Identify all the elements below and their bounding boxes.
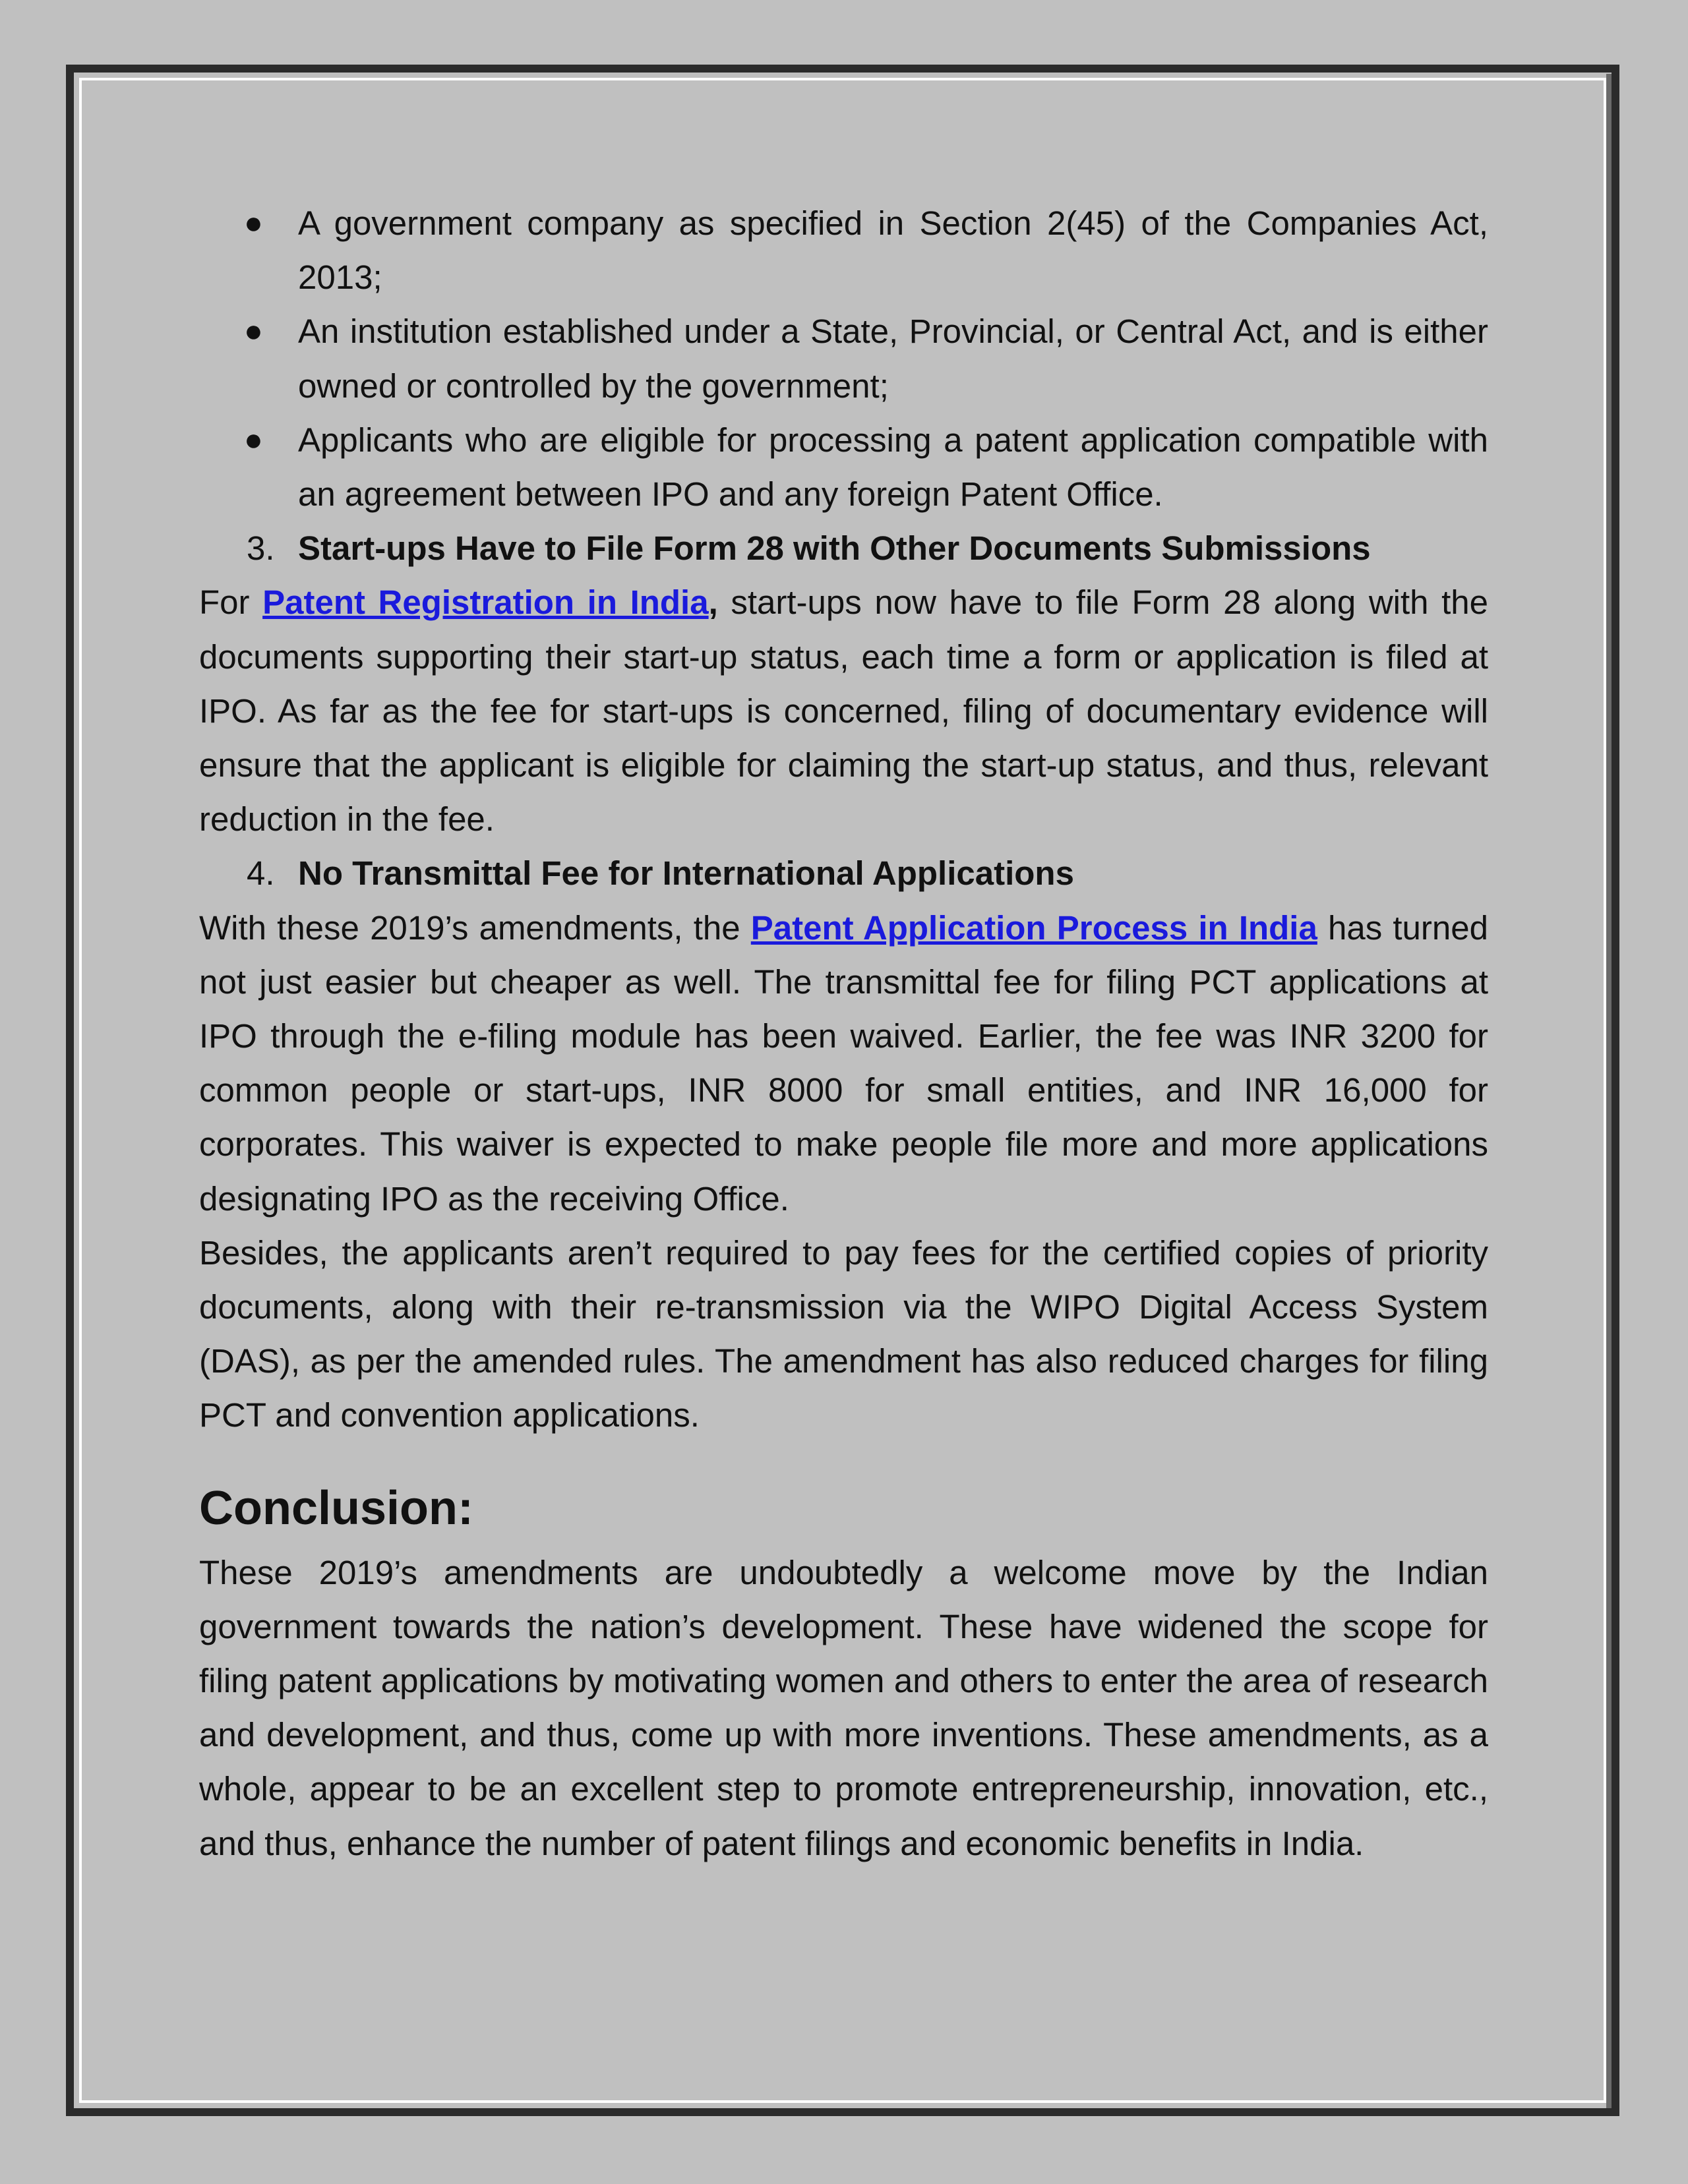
bullet-item — [199, 413, 1488, 521]
paragraph-startups — [199, 576, 1488, 846]
bullet-item — [199, 305, 1488, 413]
bullet-item — [199, 196, 1488, 305]
section-number: 4. — [247, 854, 275, 893]
paragraph-body: has turned not just easier but cheaper as well. The transmittal fee for filing PCT applications at IPO through the e-filing module has been waived. Earlier, the fee was INR 3200 for common people or start-ups, INR 8000 for small entities, and INR 16,000 for corporates. This waiver is expected to make people file more and more applications designating IPO as the receiving Office. — [199, 908, 1488, 1218]
bullet-dot-icon: ● — [244, 314, 263, 349]
bullet-text: Applicants who are eligible for processing a patent application compatible with an agreement between IPO and any foreign Patent Office. — [298, 421, 1488, 514]
bullet-dot-icon: ● — [244, 206, 263, 241]
conclusion-heading: Conclusion: — [199, 1481, 473, 1535]
section-title: No Transmittal Fee for International Applications — [298, 854, 1074, 893]
bullet-dot-icon: ● — [244, 422, 263, 457]
conclusion-paragraph: These 2019’s amendments are undoubtedly a welcome move by the Indian government towards the nation’s development. These have widened the scope for filing patent applications by motivating women and others to enter the area of research and development, and thus, come up with more inventions. These amendments, as a whole, appear to be an excellent step to promote entrepreneurship, innovation, etc., and thus, enhance the number of patent filings and economic benefits in India. — [199, 1553, 1488, 1862]
paragraph-prefix: For — [199, 583, 263, 622]
bullet-text: An institution established under a State, Provincial, or Central Act, and is either owned or controlled by the government; — [298, 312, 1488, 405]
paragraph-body: start-ups now have to file Form 28 along with the documents supporting their start-up status, each time a form or application is filed at IPO. As far as the fee for start-ups is concerned, filing of documentary evidence will ensure that the applicant is eligible for claiming the start-up status, and thus, relevant reduction in the fee. — [199, 583, 1488, 839]
section-heading-3 — [199, 521, 1488, 576]
paragraph-transmittal-fee — [199, 901, 1488, 1226]
patent-application-process-link[interactable]: Patent Application Process in India — [750, 908, 1317, 947]
paragraph-priority-documents: Besides, the applicants aren’t required to pay fees for the certified copies of priority documents, along with their re-transmission via the WIPO Digital Access System (DAS), as per the amended rules. The amendment has also reduced charges for filing PCT and convention applications. — [199, 1233, 1488, 1434]
section-heading-4 — [199, 846, 1488, 900]
eligibility-bullet-list — [199, 196, 1488, 521]
bullet-text: A government company as specified in Section 2(45) of the Companies Act, 2013; — [298, 204, 1488, 297]
section-title: Start-ups Have to File Form 28 with Other Documents Submissions — [298, 529, 1371, 568]
paragraph-prefix: With these 2019’s amendments, the — [199, 908, 751, 947]
document-content — [199, 196, 1488, 1871]
link-comma: , — [708, 583, 718, 622]
section-number: 3. — [247, 529, 275, 568]
patent-registration-link[interactable]: Patent Registration in India — [262, 583, 709, 622]
